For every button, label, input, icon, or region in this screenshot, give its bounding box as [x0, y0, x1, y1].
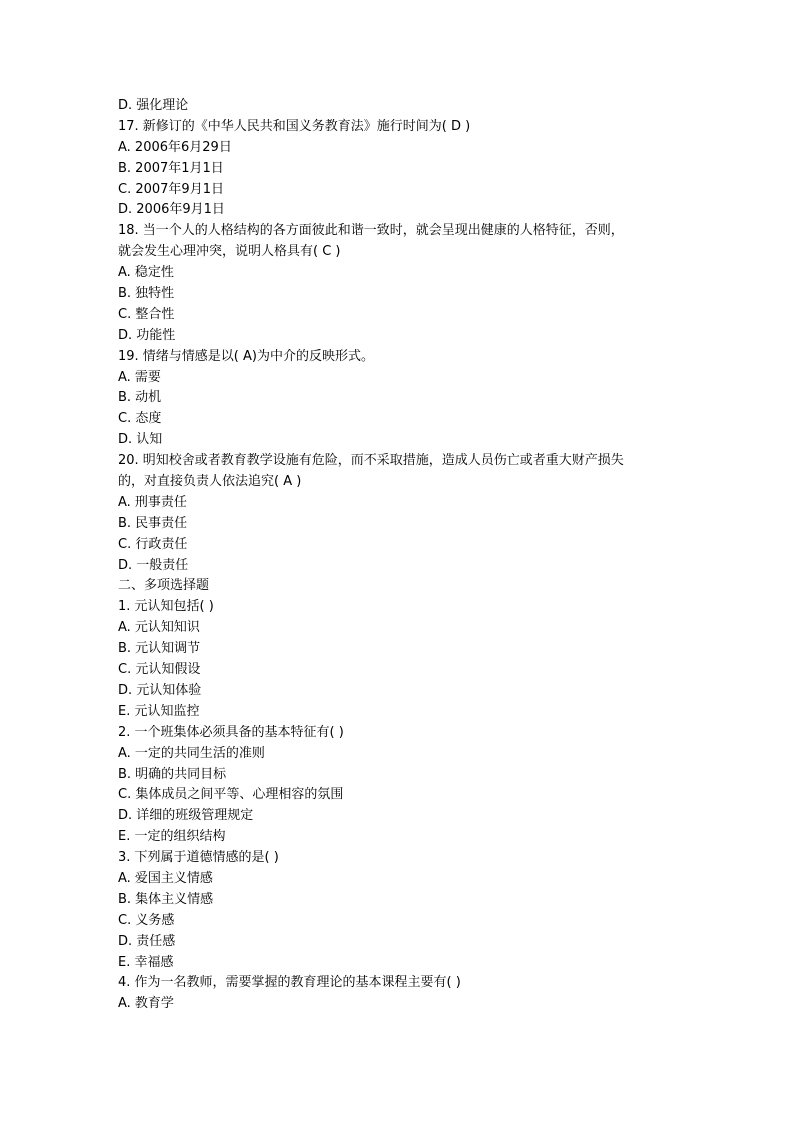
mc4-option-a: A. 教育学 [118, 996, 174, 1012]
mc2-option-b: B. 明确的共同目标 [118, 766, 227, 782]
q20-option-c: C. 行政责任 [118, 536, 188, 552]
q17-option-b: B. 2007年1月1日 [118, 160, 224, 176]
option-d-strengthening-theory: D. 强化理论 [118, 98, 189, 113]
mc2-option-d: D. 详细的班级管理规定 [118, 808, 254, 824]
mc3-option-c: C. 义务感 [118, 912, 175, 928]
question-18-line-1: 18. 当一个人的人格结构的各方面彼此和谐一致时，就会呈现出健康的人格特征，否则， [118, 223, 624, 239]
question-19: 19. 情绪与情感是以( A)为中介的反映形式。 [118, 348, 374, 364]
mc1-option-d: D. 元认知体验 [118, 682, 202, 698]
mc3-option-b: B. 集体主义情感 [118, 891, 214, 907]
q17-option-c: C. 2007年9月1日 [118, 181, 224, 197]
q19-option-a: A. 需要 [118, 369, 161, 385]
mc2-option-c: C. 集体成员之间平等、心理相容的氛围 [118, 787, 344, 803]
question-20-line-1: 20. 明知校舍或者教育教学设施有危险，而不采取措施，造成人员伤亡或者重大财产损失 [118, 453, 624, 469]
mc2-option-a: A. 一定的共同生活的准则 [118, 745, 265, 761]
mc-question-3: 3. 下列属于道德情感的是( ) [118, 850, 279, 866]
q19-option-c: C. 态度 [118, 411, 162, 427]
q18-option-b: B. 独特性 [118, 286, 175, 302]
mc3-option-e: E. 幸福感 [118, 954, 174, 970]
document-text-body [118, 96, 678, 1015]
section-heading-multiple-choice: 二、多项选择题 [118, 578, 210, 594]
mc1-option-b: B. 元认知调节 [118, 641, 201, 657]
mc3-option-a: A. 爱国主义情感 [118, 870, 213, 886]
q20-option-d: D. 一般责任 [118, 557, 189, 573]
q20-option-b: B. 民事责任 [118, 515, 188, 531]
mc1-option-c: C. 元认知假设 [118, 662, 201, 678]
mc1-option-a: A. 元认知知识 [118, 620, 200, 636]
q17-option-a: A. 2006年6月29日 [118, 139, 232, 155]
q17-option-d: D. 2006年9月1日 [118, 202, 225, 218]
q18-option-c: C. 整合性 [118, 306, 175, 322]
mc-question-4: 4. 作为一名教师，需要掌握的教育理论的基本课程主要有( ) [118, 975, 461, 991]
question-18-line-2: 就会发生心理冲突，说明人格具有( C ) [118, 244, 341, 260]
mc3-option-d: D. 责任感 [118, 933, 176, 949]
mc-question-1: 1. 元认知包括( ) [118, 599, 214, 615]
mc-question-2: 2. 一个班集体必须具备的基本特征有( ) [118, 724, 344, 740]
mc2-option-e: E. 一定的组织结构 [118, 829, 226, 845]
question-20-line-2: 的，对直接负责人依法追究( A ) [118, 474, 302, 490]
q18-option-d: D. 功能性 [118, 327, 176, 343]
q20-option-a: A. 刑事责任 [118, 494, 187, 510]
mc1-option-e: E. 元认知监控 [118, 703, 200, 719]
q18-option-a: A. 稳定性 [118, 265, 174, 281]
q19-option-b: B. 动机 [118, 390, 162, 406]
question-17: 17. 新修订的《中华人民共和国义务教育法》施行时间为( D ) [118, 118, 471, 134]
q19-option-d: D. 认知 [118, 432, 163, 448]
